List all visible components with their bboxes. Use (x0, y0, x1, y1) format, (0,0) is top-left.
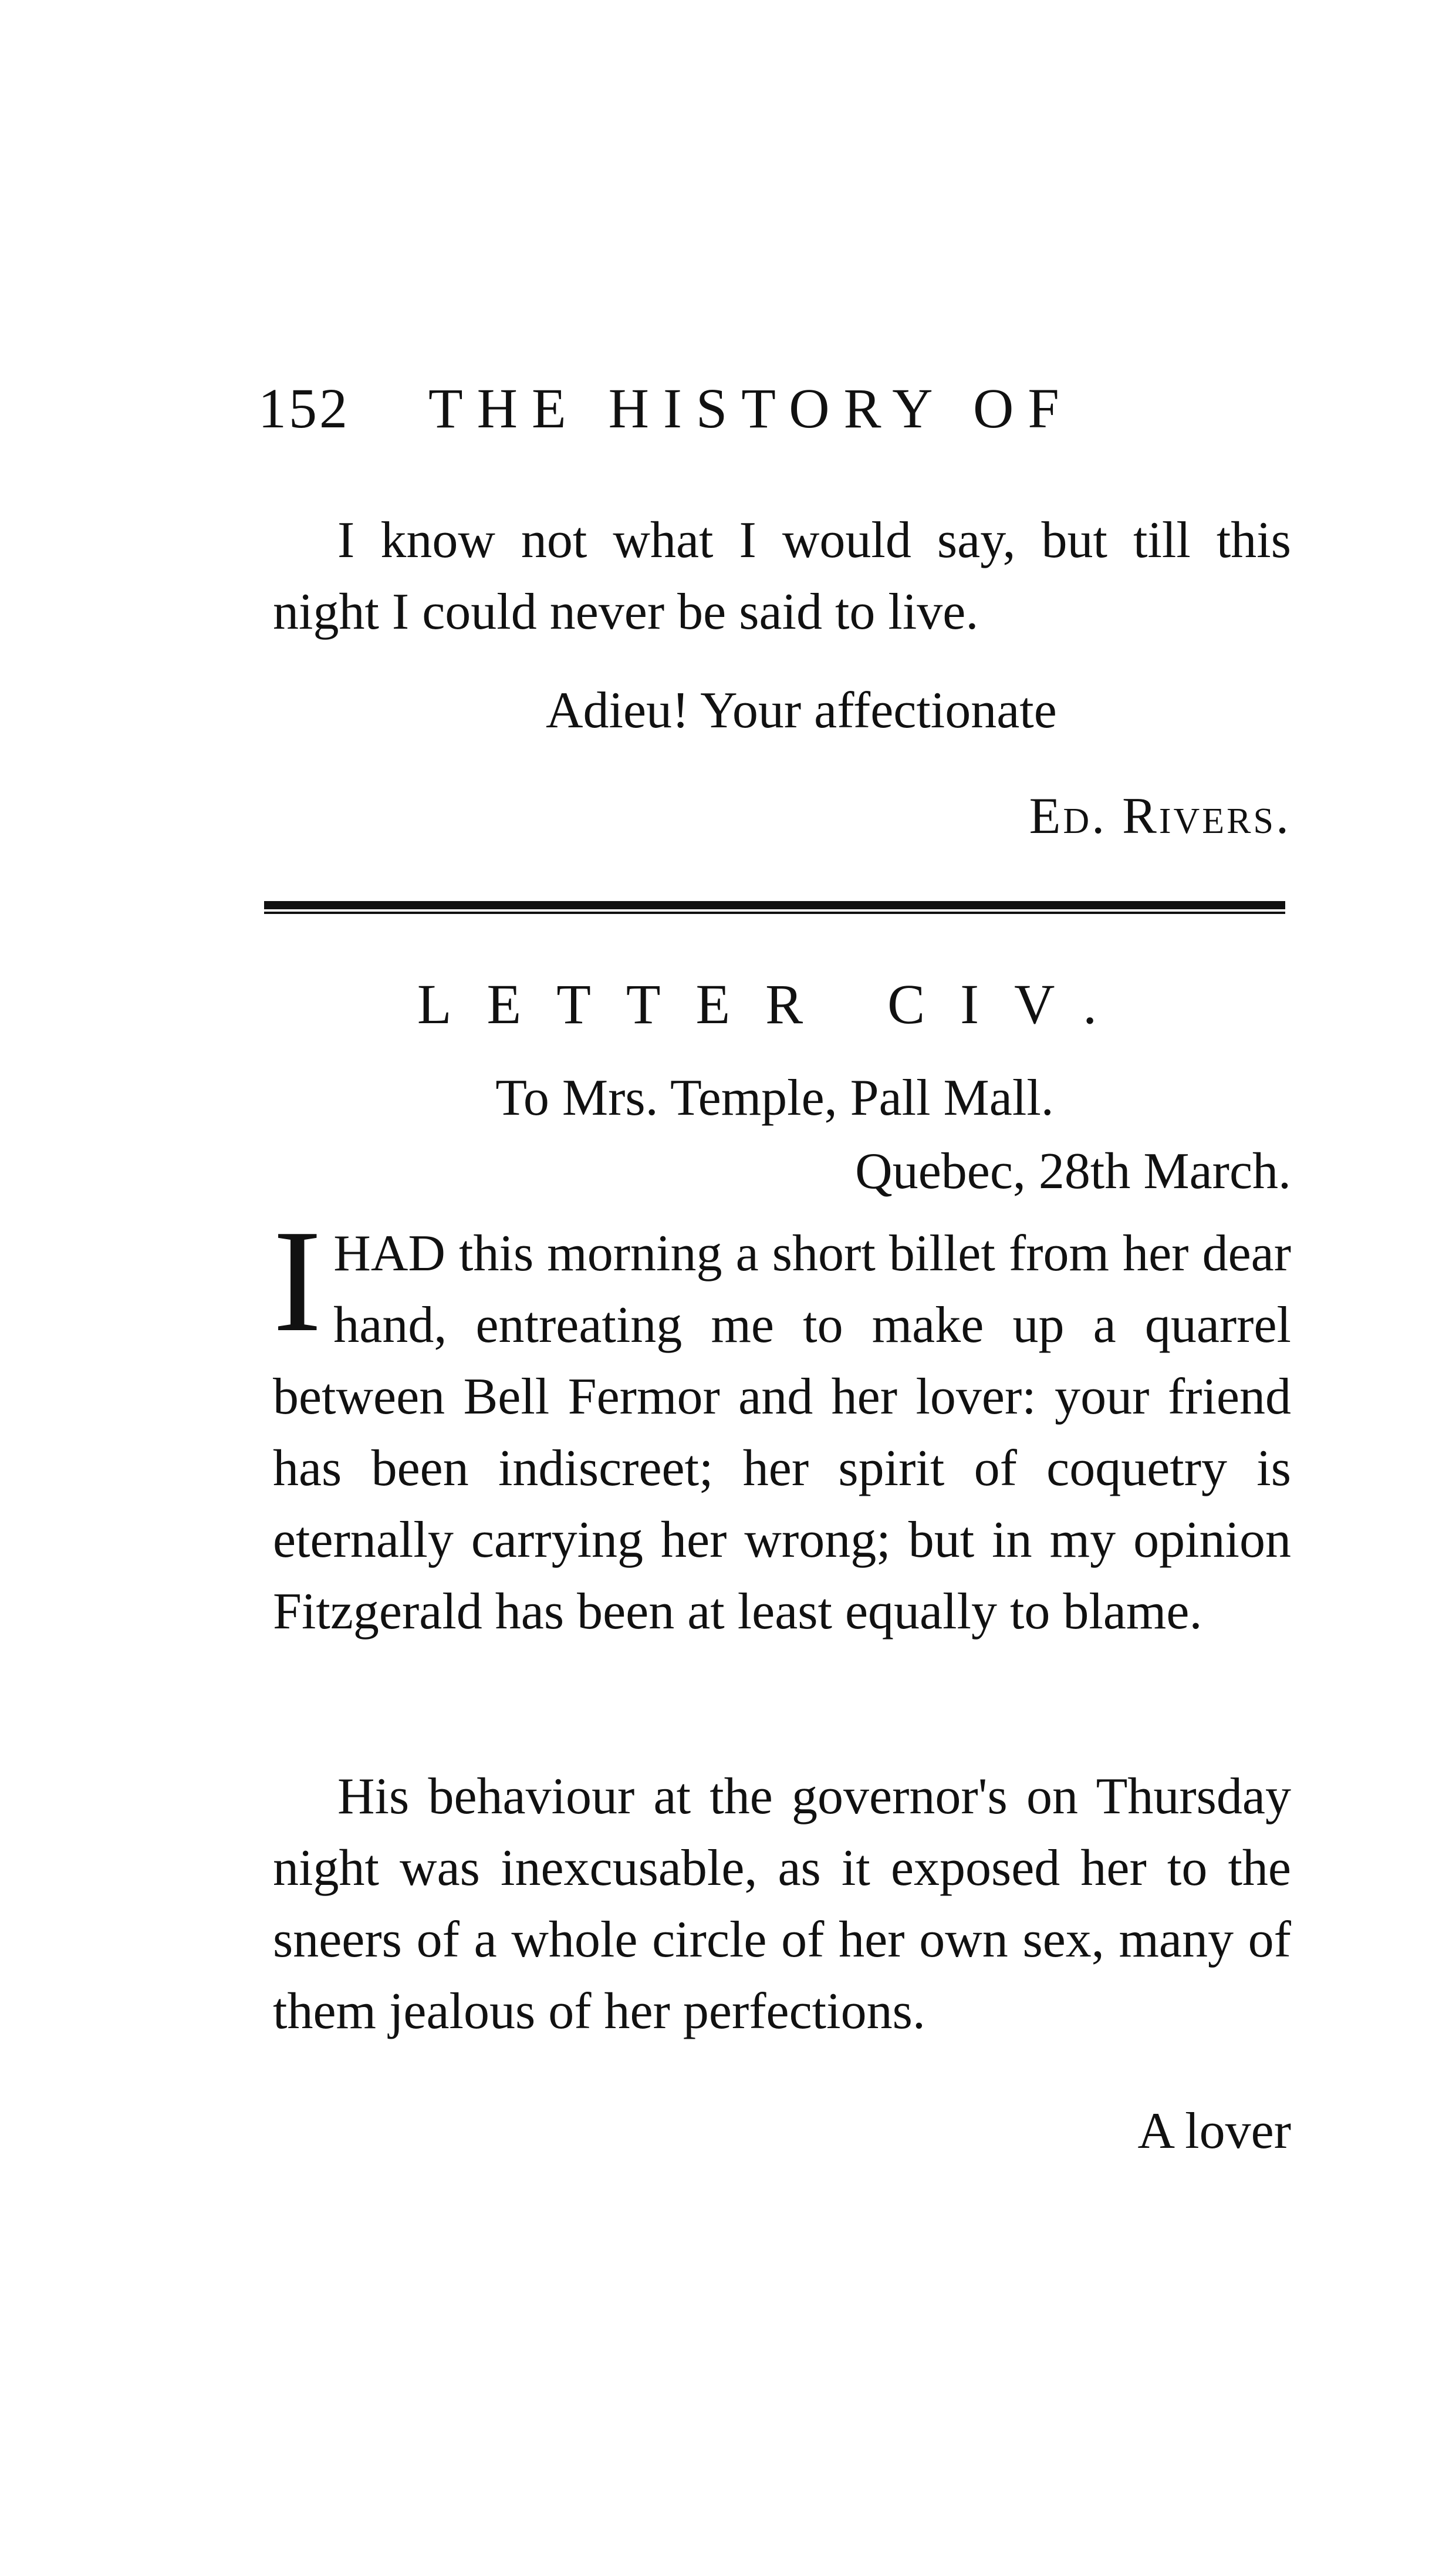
page-header (258, 376, 1291, 446)
prev-letter-text-block (273, 505, 1291, 648)
section-divider-rule-thin (264, 912, 1285, 914)
prev-letter-text: I know not what I would say, but till this night I could never be said to live. (273, 512, 1291, 640)
letter-paragraph-1 (273, 1200, 1291, 1648)
page-number: 152 (258, 377, 350, 440)
letter-addressee: To Mrs. Temple, Pall Mall. (495, 1070, 1054, 1126)
letter-closing: Adieu! Your affectionate (546, 682, 1057, 739)
catchword: A lover (1137, 2103, 1291, 2160)
paragraph-1-text: HAD this morning a short billet from her dear hand, entreating me to make up a quarrel between Bell Fermor and her lover: your friend has been indiscreet; her spirit of coquetry is eternally carrying her wrong; but in my opinion Fitzgerald has been at least equally to blame. (273, 1225, 1291, 1640)
paragraph-2-text: His behaviour at the governor's on Thursday night was inexcusable, as it exposed her to the sneers of a whole circle of her own sex, many of them jealous of her perfections. (273, 1768, 1291, 2040)
letter-heading: LETTER CIV. (417, 973, 1133, 1035)
letter-place-date: Quebec, 28th March. (855, 1143, 1291, 1200)
letter-signature: Ed. Rivers. (1029, 788, 1291, 845)
drop-cap: I (273, 1200, 322, 1362)
running-head: THE HISTORY OF (428, 377, 1073, 440)
section-divider-rule (264, 901, 1285, 909)
letter-paragraph-2 (273, 1761, 1291, 2047)
